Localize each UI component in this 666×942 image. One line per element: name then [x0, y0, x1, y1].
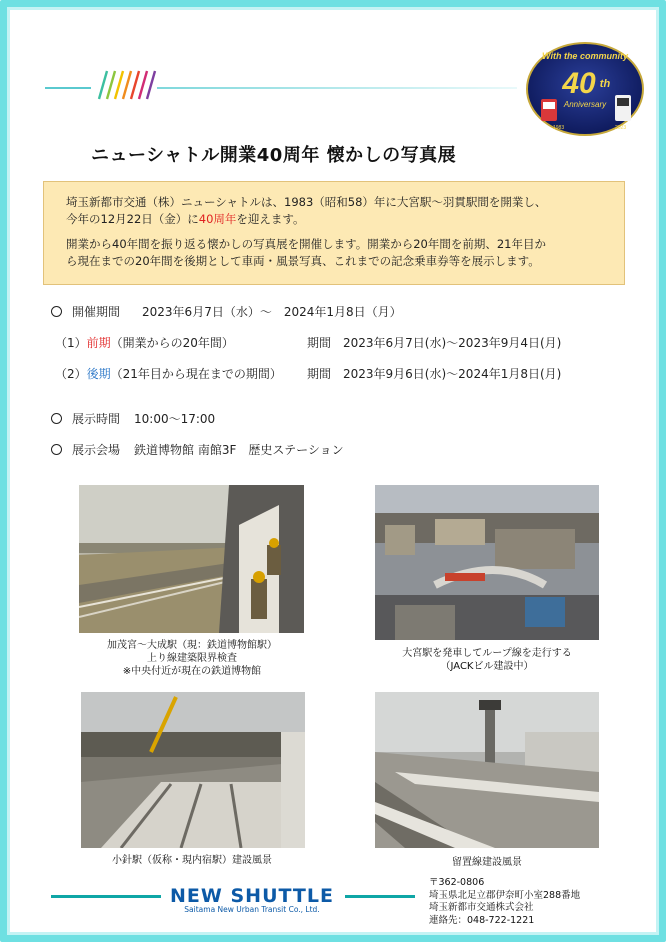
- logo-sub: Saitama New Urban Transit Co., Ltd.: [184, 905, 320, 914]
- time-line: [51, 410, 215, 427]
- intro-paragraph-2: [66, 236, 608, 270]
- caption-3-line-1: 小針駅（仮称・現内宿駅）建設風景: [112, 855, 272, 866]
- intro-line-2-pre: 今年の12月22日（金）に: [66, 212, 199, 226]
- badge-year-end: 2023: [615, 125, 627, 131]
- photo-storage-line: [375, 692, 599, 848]
- first-no: （1）: [55, 336, 87, 350]
- venue-value: 鉄道博物館 南館3F 歴史ステーション: [134, 443, 344, 457]
- anniversary-badge: [523, 37, 647, 137]
- page-title: ニューシャトル開業40周年 懐かしの写真展: [91, 145, 457, 166]
- second-desc: （21年目から現在までの期間）: [110, 367, 282, 381]
- caption-2-line-2: （JACKビル建設中）: [440, 661, 534, 672]
- intro-line-3: 開業から40年間を振り返る懐かしの写真展を開催します。開業から20年間を前期、21年目か: [66, 237, 546, 251]
- badge-number: 40: [562, 67, 596, 100]
- second-period: 期間 2023年9月6日(水)～2024年1月8日(月): [307, 367, 562, 381]
- period-label: 開催期間: [72, 305, 121, 319]
- first-half-line: [55, 334, 234, 351]
- second-name: 後期: [86, 367, 111, 381]
- caption-4-line-1: 留置線建設風景: [452, 857, 522, 868]
- circle-bullet-icon: [51, 413, 62, 424]
- intro-line-2-post: を迎えます。: [236, 212, 305, 226]
- caption-1: [67, 639, 317, 678]
- photo-omiya-loop: [375, 485, 599, 640]
- time-label: 展示時間: [72, 412, 121, 426]
- badge-line2: Anniversary: [563, 100, 607, 109]
- venue-label: 展示会場: [72, 443, 121, 457]
- intro-line-4: ら現在までの20年間を後期として車両・風景写真、これまでの記念乗車券等を展示します。: [66, 254, 540, 268]
- header-line-left: [45, 87, 91, 89]
- logo-main: NEW SHUTTLE: [170, 885, 334, 907]
- first-name: 前期: [86, 336, 111, 350]
- circle-bullet-icon: [51, 444, 62, 455]
- header-line-right: [157, 87, 517, 89]
- caption-1-line-1: 加茂宮～大成駅（現：鉄道博物館駅）: [107, 640, 277, 651]
- second-no: （2）: [55, 367, 87, 381]
- logo-line-left: [51, 895, 161, 898]
- caption-2: [357, 647, 617, 673]
- badge-year-start: 1983: [553, 125, 565, 131]
- period-value: 2023年6月7日（水）～ 2024年1月8日（月）: [142, 305, 402, 319]
- caption-2-line-1: 大宮駅を発車してループ線を走行する: [402, 648, 572, 659]
- postal-code: 〒362-0806: [429, 877, 485, 888]
- venue-line: [51, 441, 344, 458]
- caption-3: [67, 854, 317, 867]
- caption-1-line-2: 上り線建築限界検査: [147, 653, 237, 664]
- caption-4: [367, 856, 607, 869]
- intro-paragraph-1: [66, 194, 608, 228]
- contact-address: [429, 877, 580, 927]
- company-logo: [162, 885, 342, 914]
- intro-box: [43, 181, 625, 285]
- photo-kobari: [81, 692, 305, 848]
- company-name: 埼玉新都市交通株式会社: [429, 902, 534, 913]
- photo-kamonomiya: [79, 485, 304, 633]
- caption-1-line-3: ※中央付近が現在の鉄道博物館: [122, 666, 262, 677]
- stripes-logo-icon: [91, 65, 161, 105]
- badge-line1: With the community: [542, 51, 628, 61]
- second-half-line: [55, 365, 282, 382]
- logo-line-right: [345, 895, 415, 898]
- address-line: 埼玉県北足立郡伊奈町小室288番地: [429, 889, 581, 901]
- contact-phone: 連絡先：048-722-1221: [429, 914, 535, 926]
- circle-bullet-icon: [51, 306, 62, 317]
- first-period: 期間 2023年6月7日(水)～2023年9月4日(月): [307, 336, 562, 350]
- first-desc: （開業からの20年間）: [110, 336, 234, 350]
- intro-line-1: 埼玉新都市交通（株）ニューシャトルは、1983（昭和58）年に大宮駅～羽貫駅間を開業し、: [66, 195, 547, 209]
- badge-suffix: th: [599, 78, 611, 90]
- period-line: [51, 303, 402, 320]
- intro-highlight: 40周年: [198, 212, 237, 226]
- time-value: 10:00～17:00: [134, 412, 216, 426]
